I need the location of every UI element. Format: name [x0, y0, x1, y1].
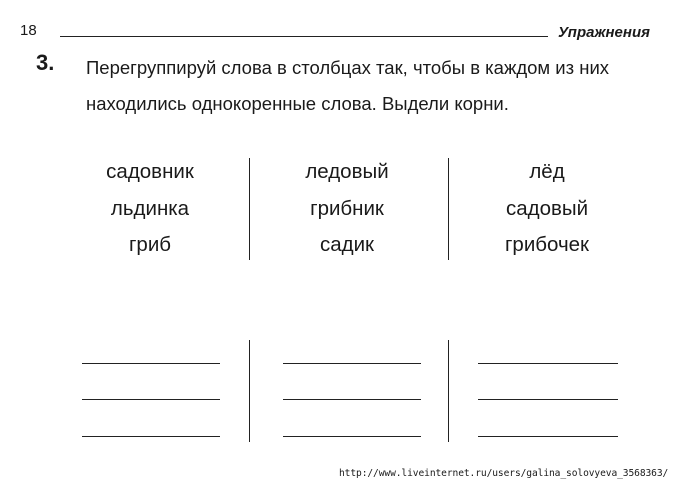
- word-col2-row3: садик: [319, 233, 375, 256]
- answer-line-col1-row3: [82, 436, 220, 437]
- word-col2-row2: грибник: [310, 197, 384, 220]
- source-url: http://www.liveinternet.ru/users/galina_solovyeva_3568363/: [339, 468, 669, 479]
- word-col1-row1: садовник: [106, 160, 194, 183]
- word-col3-row1: лёд: [529, 160, 565, 183]
- page-number: 18: [20, 22, 37, 39]
- exercise-instruction: Перегруппируй слова в столбцах так, чтобы в каждом из них находились однокоренные слова. Выдели корни.: [86, 57, 610, 114]
- answer-line-col3-row1: [478, 363, 618, 364]
- answer-line-col2-row2: [283, 399, 421, 400]
- column-divider-bottom-1: [249, 340, 250, 442]
- word-col1-row2: льдинка: [110, 197, 190, 220]
- answer-line-col1-row1: [82, 363, 220, 364]
- answer-line-col2-row1: [283, 363, 421, 364]
- section-title: Упражнения: [558, 24, 650, 41]
- column-divider-bottom-2: [448, 340, 449, 442]
- column-divider-top-2: [448, 158, 449, 260]
- answer-line-col3-row2: [478, 399, 618, 400]
- header-rule: [60, 36, 548, 37]
- word-col2-row1: ледовый: [305, 160, 389, 183]
- column-divider-top-1: [249, 158, 250, 260]
- exercise-number: 3.: [36, 50, 55, 75]
- answer-line-col2-row3: [283, 436, 421, 437]
- word-col3-row3: грибочек: [504, 233, 590, 256]
- answer-line-col1-row2: [82, 399, 220, 400]
- answer-line-col3-row3: [478, 436, 618, 437]
- word-col1-row3: гриб: [128, 233, 172, 256]
- word-col3-row2: садовый: [505, 197, 589, 220]
